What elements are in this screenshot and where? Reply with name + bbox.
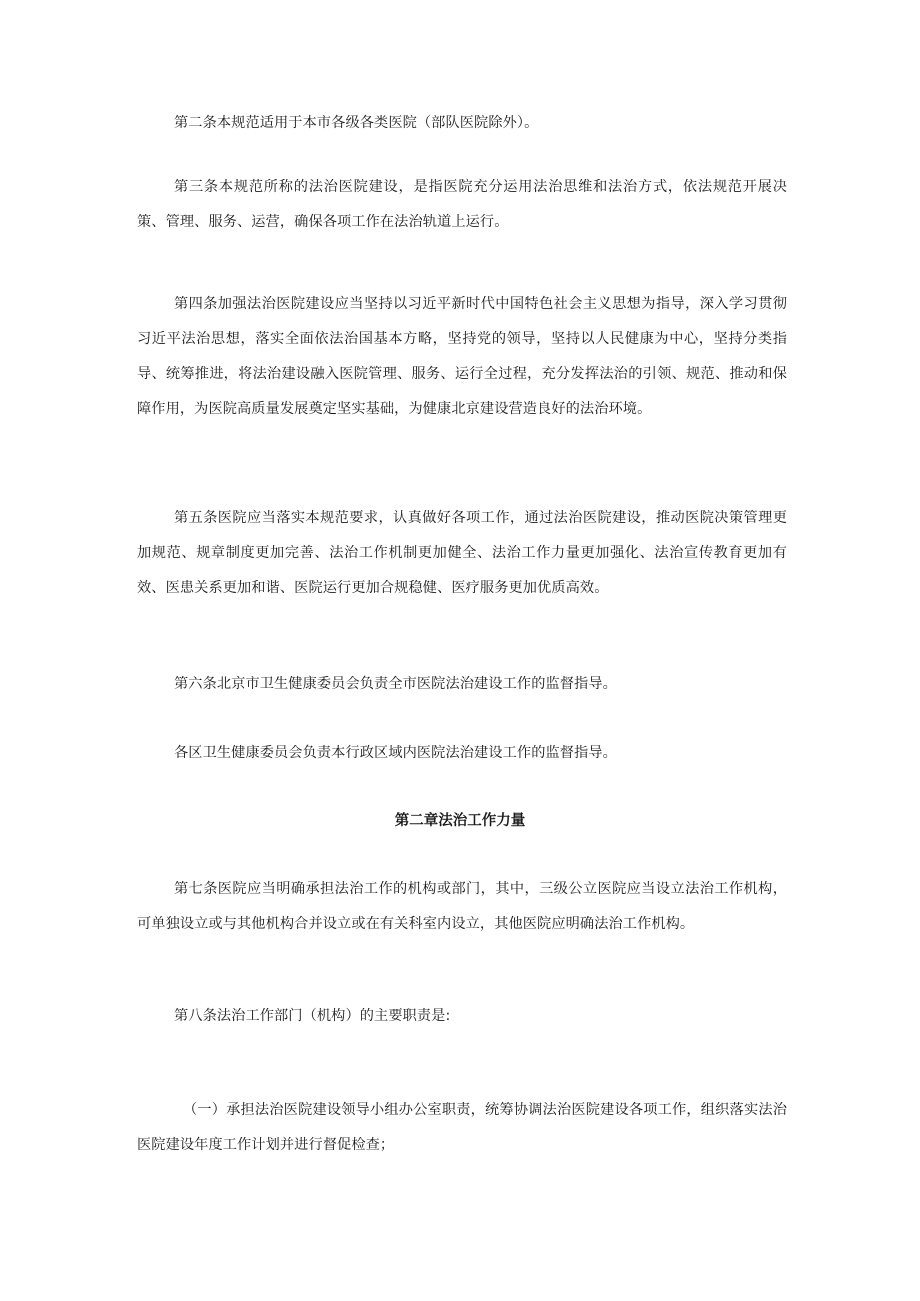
paragraph-article-7: 第七条医院应当明确承担法治工作的机构或部门，其中，三级公立医院应当设立法治工作机构，可单独设立或与其他机构合并设立或在有关科室内设立，其他医院应明确法治工作机构。 xyxy=(137,881,787,932)
paragraph-article-8-item-1: （一）承担法治医院建设领导小组办公室职责，统筹协调法治医院建设各项工作，组织落实法治医院建设年度工作计划并进行督促检查； xyxy=(137,1102,787,1153)
paragraph-article-3: 第三条本规范所称的法治医院建设，是指医院充分运用法治思维和法治方式，依法规范开展决策、管理、服务、运营，确保各项工作在法治轨道上运行。 xyxy=(137,179,787,230)
paragraph-article-5: 第五条医院应当落实本规范要求，认真做好各项工作，通过法治医院建设，推动医院决策管理更加规范、规章制度更加完善、法治工作机制更加健全、法治工作力量更加强化、法治宣传教育更加有效、医患关系更加和谐、医院运行更加合规稳健、医疗服务更加优质高效。 xyxy=(137,510,787,596)
paragraph-article-8: 第八条法治工作部门（机构）的主要职责是: xyxy=(174,1008,451,1024)
paragraph-article-6-district: 各区卫生健康委员会负责本行政区域内医院法治建设工作的监督指导。 xyxy=(174,745,617,761)
paragraph-article-6: 第六条北京市卫生健康委员会负责全市医院法治建设工作的监督指导。 xyxy=(174,676,617,692)
chapter-heading: 第二章法治工作力量 xyxy=(394,813,526,829)
paragraph-article-4: 第四条加强法治医院建设应当坚持以习近平新时代中国特色社会主义思想为指导，深入学习贯彻习近平法治思想，落实全面依法治国基本方略，坚持党的领导，坚持以人民健康为中心，坚持分类指导、统筹推进，将法治建设融入医院管理、服务、运行全过程，充分发挥法治的引领、规范、推动和保障作用，为医院高质量发展奠定坚实基础，为健康北京建设营造良好的法治环境。 xyxy=(137,296,787,417)
paragraph-article-2: 第二条本规范适用于本市各级各类医院（部队医院除外）。 xyxy=(174,115,539,131)
